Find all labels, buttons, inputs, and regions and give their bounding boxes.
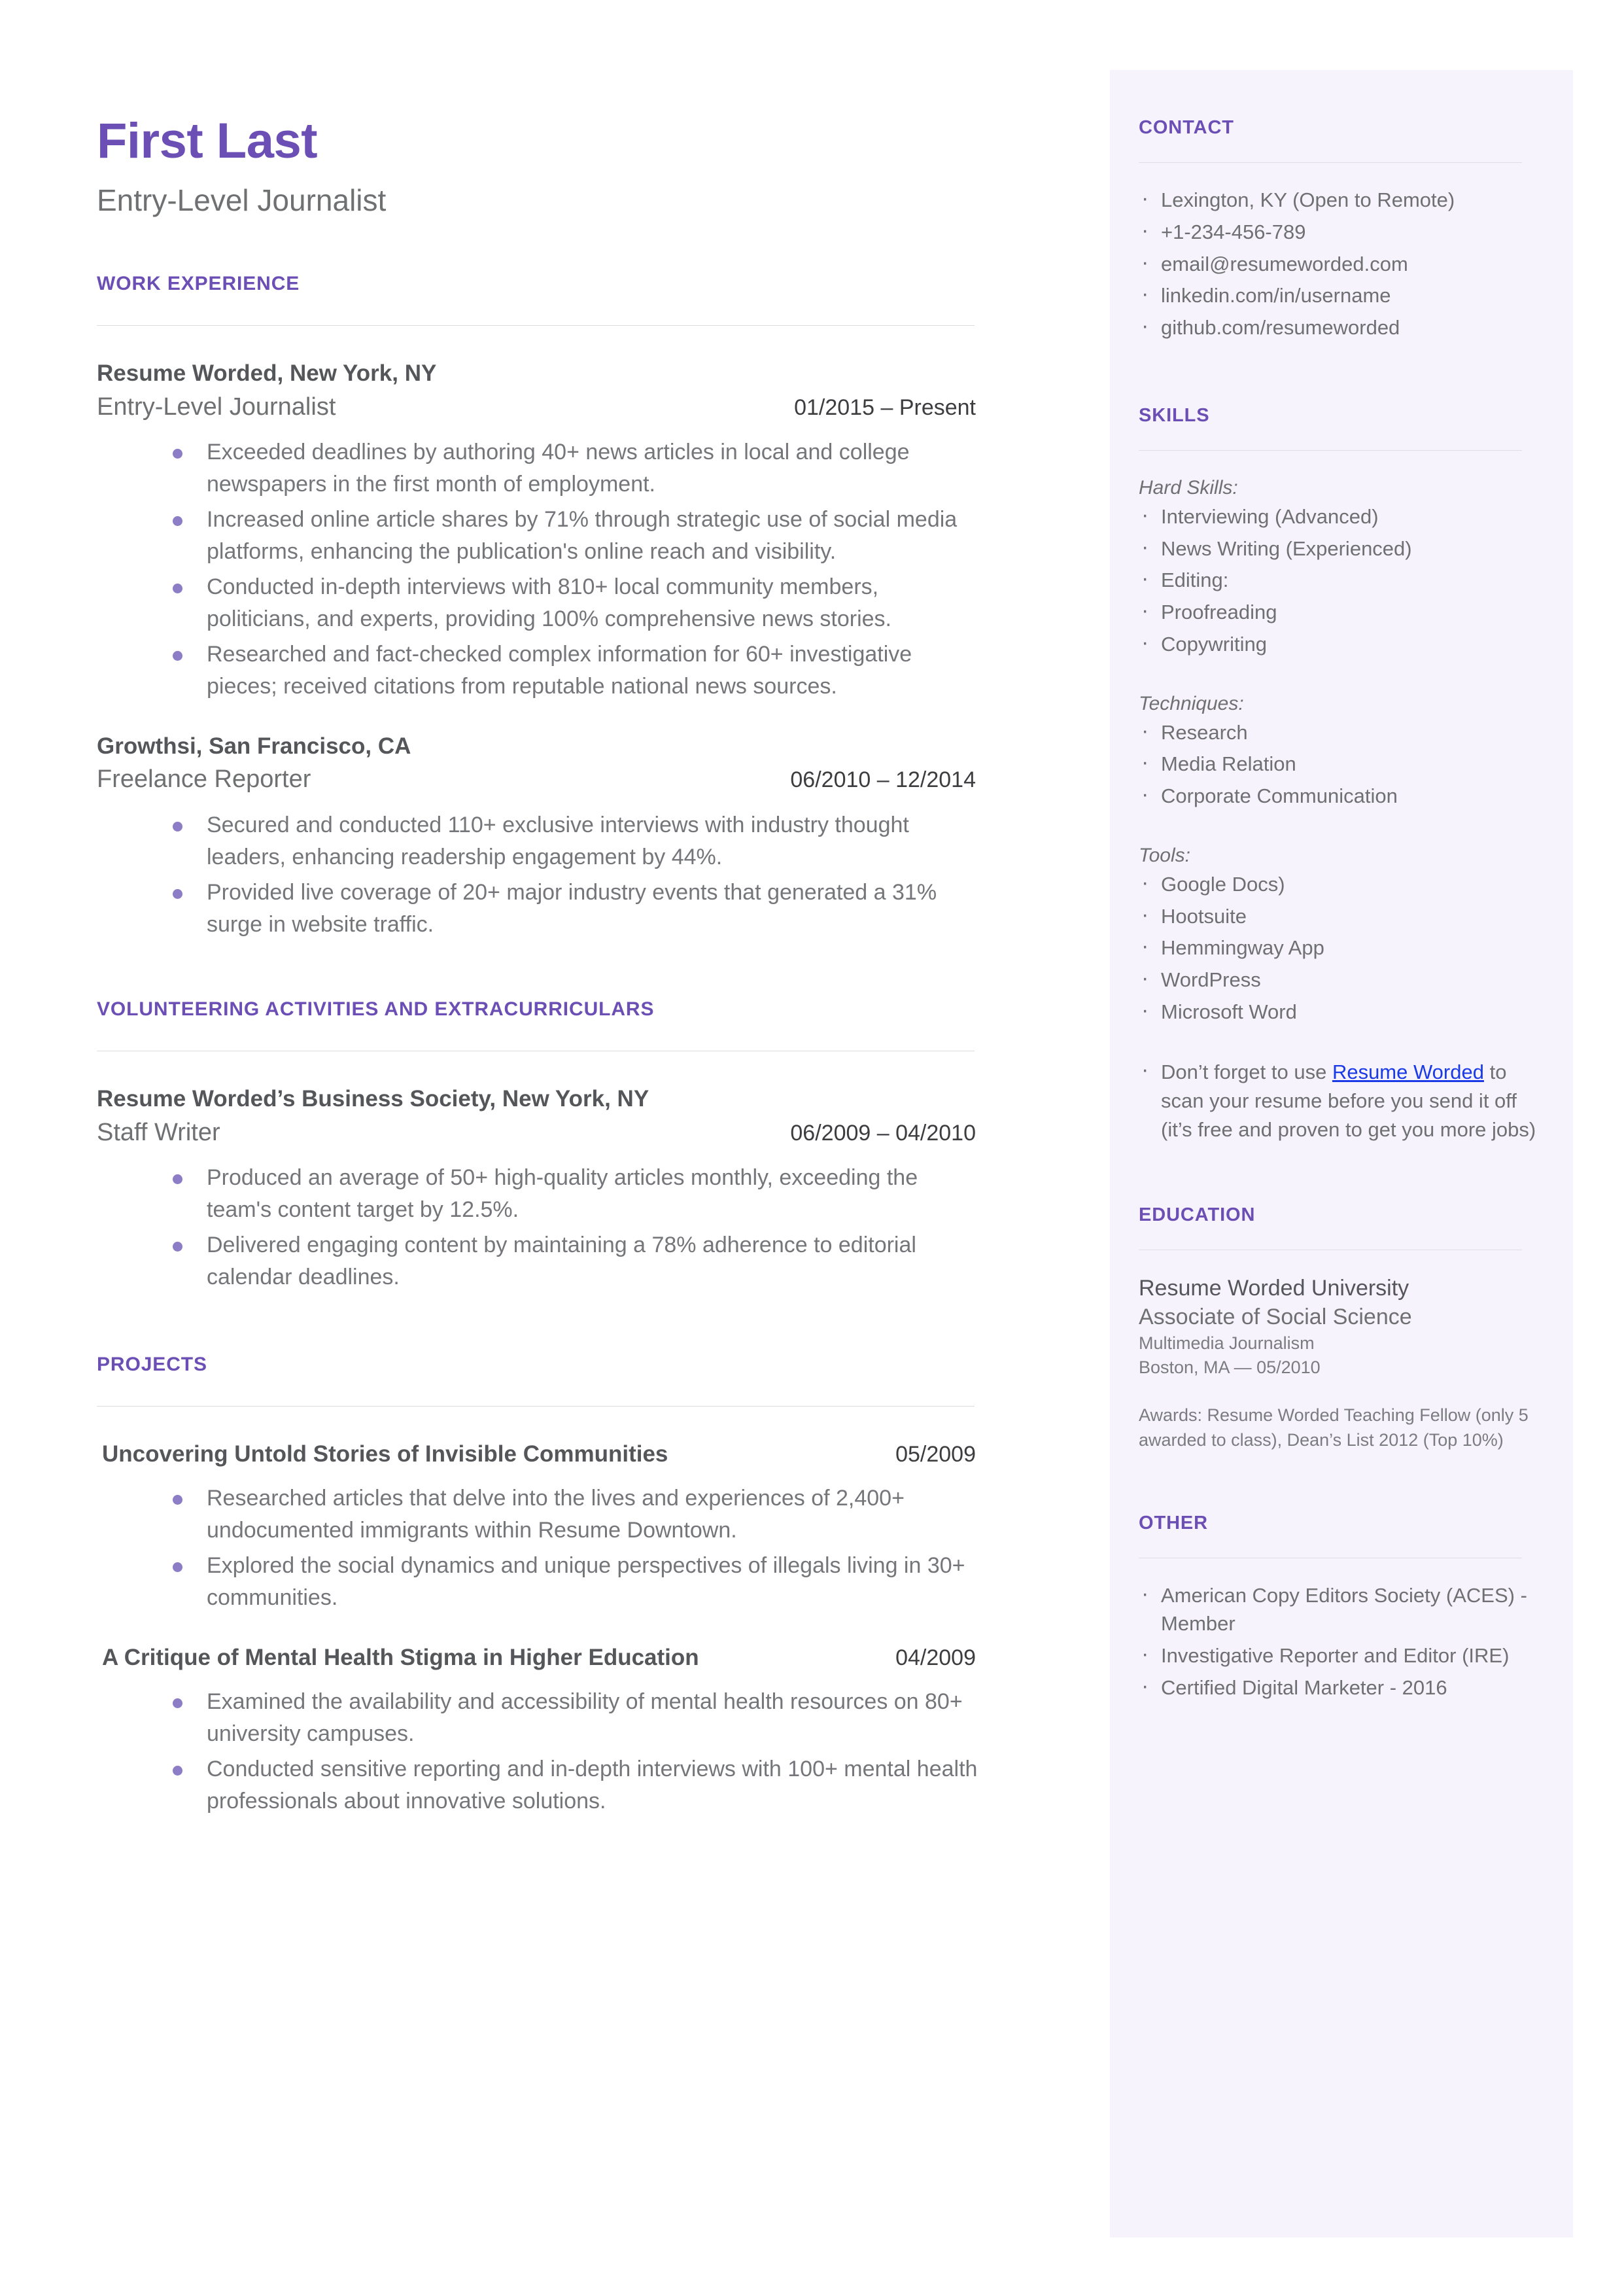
project-title-row [97, 1644, 980, 1672]
education-heading: EDUCATION [1139, 1204, 1256, 1225]
skills-section [1139, 405, 1544, 1144]
other-item: · Investigative Reporter and Editor (IRE) [1139, 1642, 1544, 1670]
skill-item: · Editing: [1139, 567, 1544, 595]
contact-phone: · +1-234-456-789 [1139, 219, 1544, 247]
section-divider [97, 1406, 975, 1407]
skill-item: · Media Relation [1139, 750, 1544, 779]
skill-item: · Hootsuite [1139, 903, 1544, 931]
candidate-name: First Last [97, 113, 318, 169]
bullet-item: Secured and conducted 110+ exclusive interviews with industry thought leaders, enhancing readership engagement by 44%. [156, 809, 980, 873]
project-title: Uncovering Untold Stories of Invisible Communities [102, 1441, 668, 1467]
sidebar [1110, 70, 1573, 2237]
project-date: 04/2009 [895, 1645, 976, 1670]
work-experience-heading: WORK EXPERIENCE [97, 272, 300, 294]
bullet-item: Conducted in-depth interviews with 810+ local community members, politicians, and experts, providing 100% comprehensive news stories. [156, 571, 980, 635]
experience-entry [97, 360, 980, 703]
other-heading: OTHER [1139, 1513, 1208, 1534]
skills-list [1139, 871, 1544, 1026]
contact-section [1139, 70, 1544, 342]
skills-group-label: Techniques: [1139, 692, 1244, 714]
bullet-item: Provided live coverage of 20+ major industry events that generated a 31% surge in website traffic. [156, 877, 980, 941]
main-column [97, 0, 980, 1821]
education-major: Multimedia Journalism [1139, 1333, 1315, 1354]
bullet-item: Exceeded deadlines by authoring 40+ news articles in local and college newspapers in the first month of employment. [156, 436, 980, 500]
experience-role-row [97, 765, 980, 795]
contact-email: · email@resumeworded.com [1139, 251, 1544, 279]
bullet-item: Researched and fact-checked complex information for 60+ investigative pieces; received citations from reputable national news sources. [156, 639, 980, 703]
skill-item: · News Writing (Experienced) [1139, 535, 1544, 563]
experience-dates: 01/2015 – Present [794, 394, 976, 420]
contact-github: · github.com/resumeworded [1139, 314, 1544, 342]
project-title-row [97, 1441, 980, 1468]
education-location-date: Boston, MA — 05/2010 [1139, 1358, 1321, 1378]
skills-group-label: Hard Skills: [1139, 476, 1238, 499]
promo-lead-text: Don’t forget to use [1161, 1060, 1332, 1083]
skills-list [1139, 719, 1544, 811]
bullet-item: Conducted sensitive reporting and in-depth interviews with 100+ mental health professionals about innovative solutions. [156, 1753, 980, 1817]
bullet-item: Produced an average of 50+ high-quality articles monthly, exceeding the team's content target by 12.5%. [156, 1162, 980, 1226]
resume-worded-promo [1139, 1058, 1544, 1144]
project-entry [97, 1441, 980, 1614]
volunteering-heading: VOLUNTEERING ACTIVITIES AND EXTRACURRICULARS [97, 998, 655, 1020]
bullet-item: Explored the social dynamics and unique perspectives of illegals living in 30+ communities. [156, 1550, 980, 1614]
education-school: Resume Worded University [1139, 1275, 1409, 1301]
project-entry [97, 1644, 980, 1817]
volunteering-org: Resume Worded’s Business Society, New York, NY [97, 1085, 649, 1112]
section-divider [97, 325, 975, 326]
experience-bullets [97, 809, 980, 941]
projects-heading: PROJECTS [97, 1353, 207, 1375]
skill-item: · Hemmingway App [1139, 934, 1544, 962]
volunteering-bullets [97, 1162, 980, 1293]
skills-group-techniques [1139, 690, 1544, 811]
volunteering-entry [97, 1085, 980, 1293]
skill-item: · Research [1139, 719, 1544, 747]
education-section [1139, 1204, 1544, 1453]
education-degree: Associate of Social Science [1139, 1305, 1412, 1330]
contact-location: · Lexington, KY (Open to Remote) [1139, 186, 1544, 215]
contact-heading: CONTACT [1139, 117, 1234, 138]
work-experience-section [97, 273, 980, 941]
education-entry [1139, 1274, 1544, 1453]
skill-item: · Google Docs) [1139, 871, 1544, 899]
skill-item: · Corporate Communication [1139, 782, 1544, 811]
bullet-item: Delivered engaging content by maintaining a 78% adherence to editorial calendar deadlines. [156, 1229, 980, 1293]
experience-entry [97, 733, 980, 941]
skills-group-hard [1139, 474, 1544, 659]
other-list [1139, 1582, 1544, 1702]
spacer [1139, 815, 1544, 842]
experience-role: Entry-Level Journalist [97, 393, 336, 421]
skills-group-label: Tools: [1139, 844, 1190, 866]
skills-group-tools [1139, 842, 1544, 1026]
experience-org: Growthsi, San Francisco, CA [97, 733, 411, 759]
candidate-headline: Entry-Level Journalist [97, 183, 387, 217]
education-awards: Awards: Resume Worded Teaching Fellow (only 5 awarded to class), Dean’s List 2012 (Top 10%) [1139, 1405, 1529, 1450]
project-date: 05/2009 [895, 1441, 976, 1467]
sidebar-divider [1139, 162, 1522, 163]
sidebar-divider [1139, 450, 1522, 451]
other-section [1139, 1513, 1544, 1702]
contact-linkedin: · linkedin.com/in/username [1139, 282, 1544, 310]
project-bullets [97, 1482, 980, 1614]
other-item: · American Copy Editors Society (ACES) - Member [1139, 1582, 1544, 1638]
contact-list [1139, 186, 1544, 342]
bullet-item: Examined the availability and accessibility of mental health resources on 80+ university campuses. [156, 1686, 980, 1750]
skill-item: · Microsoft Word [1139, 998, 1544, 1026]
skills-list [1139, 503, 1544, 659]
projects-section [97, 1354, 980, 1817]
skill-item: · WordPress [1139, 966, 1544, 994]
volunteering-role: Staff Writer [97, 1118, 220, 1146]
resume-worded-link[interactable]: Resume Worded [1332, 1060, 1484, 1083]
bullet-item: Increased online article shares by 71% through strategic use of social media platforms, enhancing the publication's online reach and visibility. [156, 504, 980, 568]
promo-tail-text: to scan your resume before you send it off (it’s free and proven to get you more jobs) [1161, 1060, 1536, 1141]
volunteering-dates: 06/2009 – 04/2010 [790, 1120, 976, 1146]
volunteering-section [97, 998, 980, 1293]
volunteering-role-row [97, 1118, 980, 1148]
experience-role-row [97, 393, 980, 423]
experience-dates: 06/2010 – 12/2014 [790, 767, 976, 793]
skill-item: · Proofreading [1139, 599, 1544, 627]
experience-role: Freelance Reporter [97, 765, 311, 794]
other-item: · Certified Digital Marketer - 2016 [1139, 1674, 1544, 1702]
project-title: A Critique of Mental Health Stigma in Higher Education [102, 1644, 699, 1670]
skill-item: · Interviewing (Advanced) [1139, 503, 1544, 531]
skills-heading: SKILLS [1139, 404, 1210, 426]
experience-org: Resume Worded, New York, NY [97, 360, 437, 386]
experience-bullets [97, 436, 980, 703]
spacer [1139, 663, 1544, 690]
skill-item: · Copywriting [1139, 631, 1544, 659]
project-bullets [97, 1686, 980, 1817]
bullet-item: Researched articles that delve into the lives and experiences of 2,400+ undocumented immigrants within Resume Downtown. [156, 1482, 980, 1547]
